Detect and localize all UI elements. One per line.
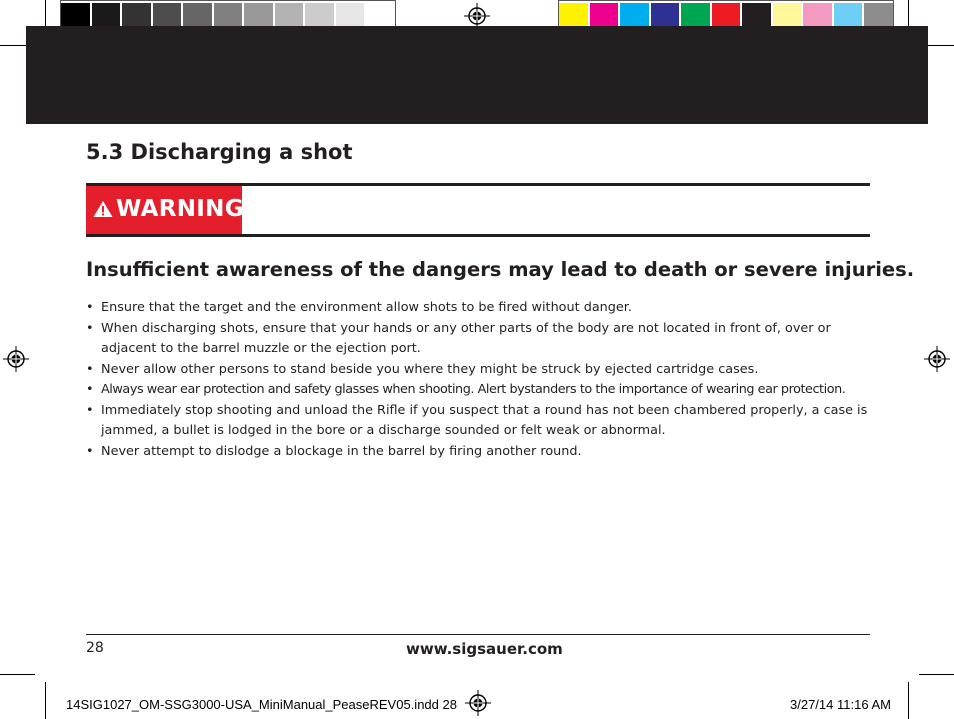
warning-label-box xyxy=(86,186,242,235)
registration-mark-icon xyxy=(924,346,950,372)
slug-filename: 14SIG1027_OM-SSG3000-USA_MiniManual_PeaseREV05.indd 28 xyxy=(66,697,457,712)
crop-mark xyxy=(0,674,35,675)
header-banner xyxy=(26,26,928,124)
page-number: 28 xyxy=(86,640,104,656)
website-link[interactable]: www.sigsauer.com xyxy=(406,640,563,658)
registration-mark-icon xyxy=(465,690,491,716)
crop-mark xyxy=(45,682,46,719)
slug-datetime: 3/27/14 11:16 AM xyxy=(790,697,891,712)
warning-bullet-list xyxy=(86,298,876,462)
warning-bottom-rule xyxy=(86,234,870,237)
list-item: • Immediately stop shooting and unload the Rifle if you suspect that a round has not been chambered properly, a case is jammed, a bullet is lodged in the bore or a discharge sounded or felt weak or abnormal. xyxy=(86,401,876,442)
list-item: • Always wear ear protection and safety glasses when shooting. Alert bystanders to the importance of wearing ear protection. xyxy=(86,380,876,401)
list-item: • When discharging shots, ensure that your hands or any other parts of the body are not located in front of, over or adjacent to the barrel muzzle or the ejection port. xyxy=(86,319,876,360)
warning-label: WARNING xyxy=(116,196,244,222)
crop-mark xyxy=(919,674,954,675)
list-item: • Never attempt to dislodge a blockage in the barrel by firing another round. xyxy=(86,442,876,463)
section-title: 5.3 Discharging a shot xyxy=(86,140,353,164)
registration-mark-icon xyxy=(3,346,29,372)
crop-mark xyxy=(908,682,909,719)
list-item: • Ensure that the target and the environment allow shots to be fired without danger. xyxy=(86,298,876,319)
warning-headline: Insufficient awareness of the dangers may lead to death or severe injuries. xyxy=(86,258,915,281)
warning-triangle-icon xyxy=(93,200,113,218)
list-item: • Never allow other persons to stand beside you where they might be struck by ejected cartridge cases. xyxy=(86,360,876,381)
footer-rule xyxy=(86,634,870,635)
